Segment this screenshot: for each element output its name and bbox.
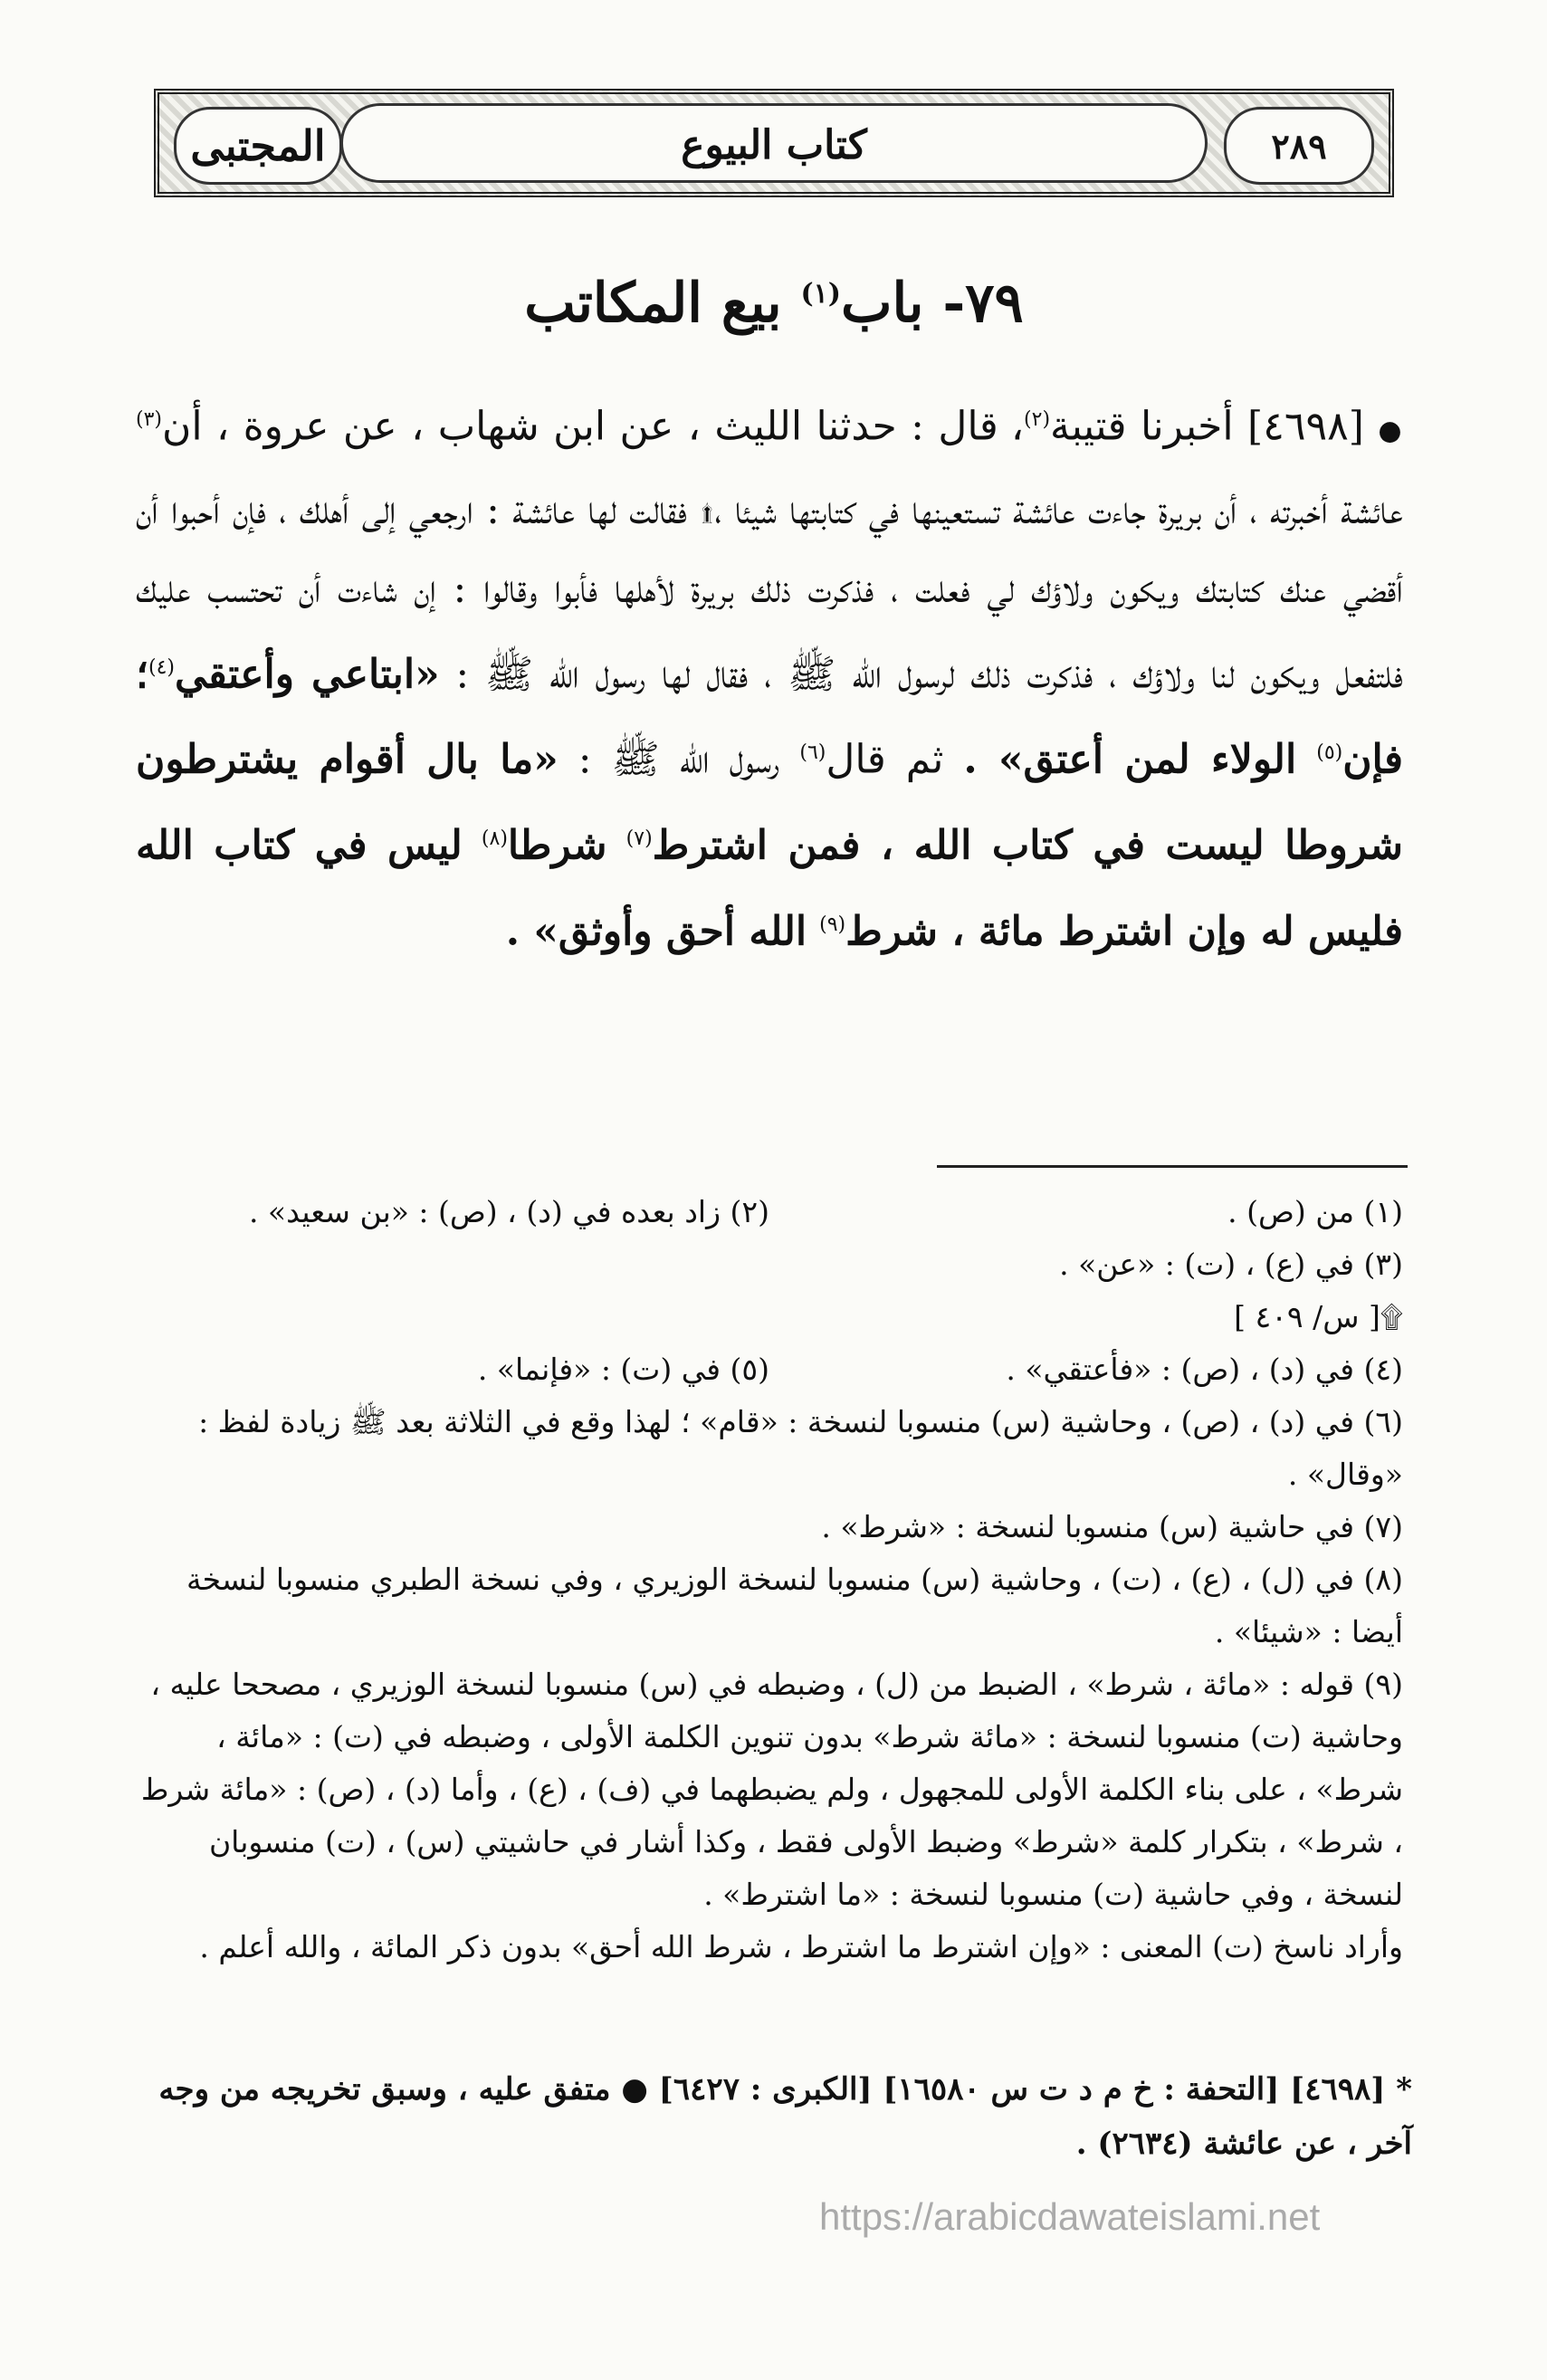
footnote-ref: (٥) bbox=[1316, 741, 1343, 765]
takhrij-text: [٤٦٩٨] [التحفة : خ م د ت س ١٦٥٨٠] [الكبرى : ٦٤٢٧] ● متفق عليه ، وسبق تخريجه من وجه آخر ، عن عائشة (٢٦٣٤) . bbox=[158, 2071, 1412, 2162]
hadith-body-3: ثم قال bbox=[826, 736, 944, 783]
page-number: ٢٨٩ bbox=[1224, 107, 1374, 185]
page-mark-icon: ۩ bbox=[700, 486, 715, 533]
hadith-text bbox=[136, 380, 1403, 970]
logo-text: المجتبى bbox=[190, 121, 326, 170]
footnote-ref: (٧) bbox=[625, 827, 653, 850]
prophet-quote-1: «ابتاعي وأعتقي bbox=[175, 651, 440, 698]
footnote-ref: (٦) bbox=[799, 741, 826, 765]
prophet-quote-2: ؛ فإن bbox=[136, 651, 1403, 783]
footnote-9: (٩) قوله : «مائة ، شرط» ، الضبط من (ل) ، وضبطه في (س) منسوبا لنسخة الوزيري ، مصححا عليه ، وحاشية (ت) منسوبا لنسخة : «مائة شرط» بدون تنوين الكلمة الأولى ، وضبطه في (ت) : «مائة ، شرط» ، على بناء الكلمة الأولى للمجهول ، ولم يضبطهما في (ف) ، (ع) ، وأما (د) ، (ص) : «مائة شرط ، شرط» ، بتكرار كلمة «شرط» وضبط الأولى فقط ، وكذا أشار في حاشيتي (س) ، (ت) منسوبان لنسخة ، وفي حاشية (ت) منسوبا لنسخة : «ما اشترط» . bbox=[140, 1667, 1403, 1912]
hadith-chain-2: ، قال : حدثنا الليث ، عن ابن شهاب ، عن عروة ، أن bbox=[162, 403, 1025, 450]
footnote-7: (٧) في حاشية (س) منسوبا لنسخة : «شرط» . bbox=[821, 1509, 1403, 1544]
footnote-1: (١) من (ص) . bbox=[1227, 1194, 1403, 1229]
footnote-divider bbox=[937, 1165, 1408, 1168]
page-reference: ۩[ س/ ٤٠٩ ] bbox=[1234, 1299, 1403, 1334]
chapter-word: باب bbox=[841, 272, 924, 335]
footnote-4: (٤) في (د) ، (ص) : «فأعتقي» . bbox=[1006, 1352, 1403, 1387]
bullet-icon: ● bbox=[1378, 415, 1403, 447]
hadith-body-4: رسول الله ﷺ : bbox=[578, 736, 780, 783]
watermark-url: https://arabicdawateislami.net bbox=[819, 2195, 1321, 2238]
footnote-row bbox=[136, 1343, 1403, 1396]
prophet-quote-5: شرطا bbox=[507, 822, 607, 869]
footnote-ref: (٩) bbox=[819, 913, 846, 936]
chapter-title: بيع المكاتب bbox=[524, 272, 782, 335]
footnote-2: (٢) زاد بعده في (د) ، (ص) : «بن سعيد» . bbox=[248, 1194, 769, 1229]
chapter-heading bbox=[163, 272, 1385, 335]
hadith-chain-1: أخبرنا قتيبة bbox=[1050, 403, 1234, 450]
hadith-body-2: فقالت لها عائشة : ارجعي إلى أهلك ، فإن أحبوا أن أقضي عنك كتابتك ويكون ولاؤك لي فعلت ، فذكرت ذلك بريرة لأهلها فأبوا وقالوا : إن شاءت أن تحتسب عليك فلتفعل ويكون لنا ولاؤك ، فذكرت ذلك لرسول الله ﷺ ، فقال لها رسول الله ﷺ : bbox=[136, 486, 1403, 698]
chapter-number: ٧٩- bbox=[942, 272, 1024, 335]
prophet-quote-7: الله أحق وأوثق» . bbox=[505, 908, 807, 955]
prophet-quote-3: الولاء لمن أعتق» . bbox=[963, 736, 1297, 783]
footnotes bbox=[136, 1186, 1403, 1974]
footnote-ref: (٣) bbox=[136, 408, 163, 431]
hadith-body-1: عائشة أخبرته ، أن بريرة جاءت عائشة تستعينها في كتابتها شيئا ، bbox=[714, 486, 1403, 533]
footnote-row bbox=[136, 1186, 1403, 1238]
footnote-5: (٥) في (ت) : «فإنما» . bbox=[477, 1352, 769, 1387]
logo bbox=[174, 107, 342, 185]
prophet-quote-4: «ما بال أقوام يشترطون شروطا ليست في كتاب الله ، فمن اشترط bbox=[136, 736, 1403, 869]
footnote-6: (٦) في (د) ، (ص) ، وحاشية (س) منسوبا لنسخة : «قام» ؛ لهذا وقع في الثلاثة بعد ﷺ زيادة لفظ : «وقال» . bbox=[198, 1404, 1403, 1492]
footnote-8: (٨) في (ل) ، (ع) ، (ت) ، وحاشية (س) منسوبا لنسخة الوزيري ، وفي نسخة الطبري منسوبا لنسخة أيضا : «شيئا» . bbox=[186, 1562, 1403, 1649]
page-header bbox=[154, 89, 1394, 197]
footnote-ref: (٨) bbox=[481, 827, 508, 850]
header-title-frame bbox=[340, 103, 1208, 183]
footnote-9-continued: وأراد ناسخ (ت) المعنى : «وإن اشترط ما اشترط ، شرط الله أحق» بدون ذكر المائة ، والله أعلم . bbox=[199, 1929, 1403, 1964]
book-title: كتاب البيوع bbox=[681, 122, 867, 168]
footnote-3: (٣) في (ع) ، (ت) : «عن» . bbox=[1059, 1247, 1403, 1282]
footnote-ref: (٤) bbox=[148, 655, 176, 679]
hadith-number: [٤٦٩٨] bbox=[1247, 403, 1364, 450]
footnote-ref: (٢) bbox=[1024, 408, 1051, 431]
footnote-ref: (١) bbox=[800, 278, 841, 310]
star-icon: * bbox=[1396, 2071, 1412, 2108]
prophet-quote-6: ليس في كتاب الله فليس له وإن اشترط مائة ، شرط bbox=[136, 822, 1403, 955]
takhrij-note bbox=[136, 2062, 1412, 2171]
